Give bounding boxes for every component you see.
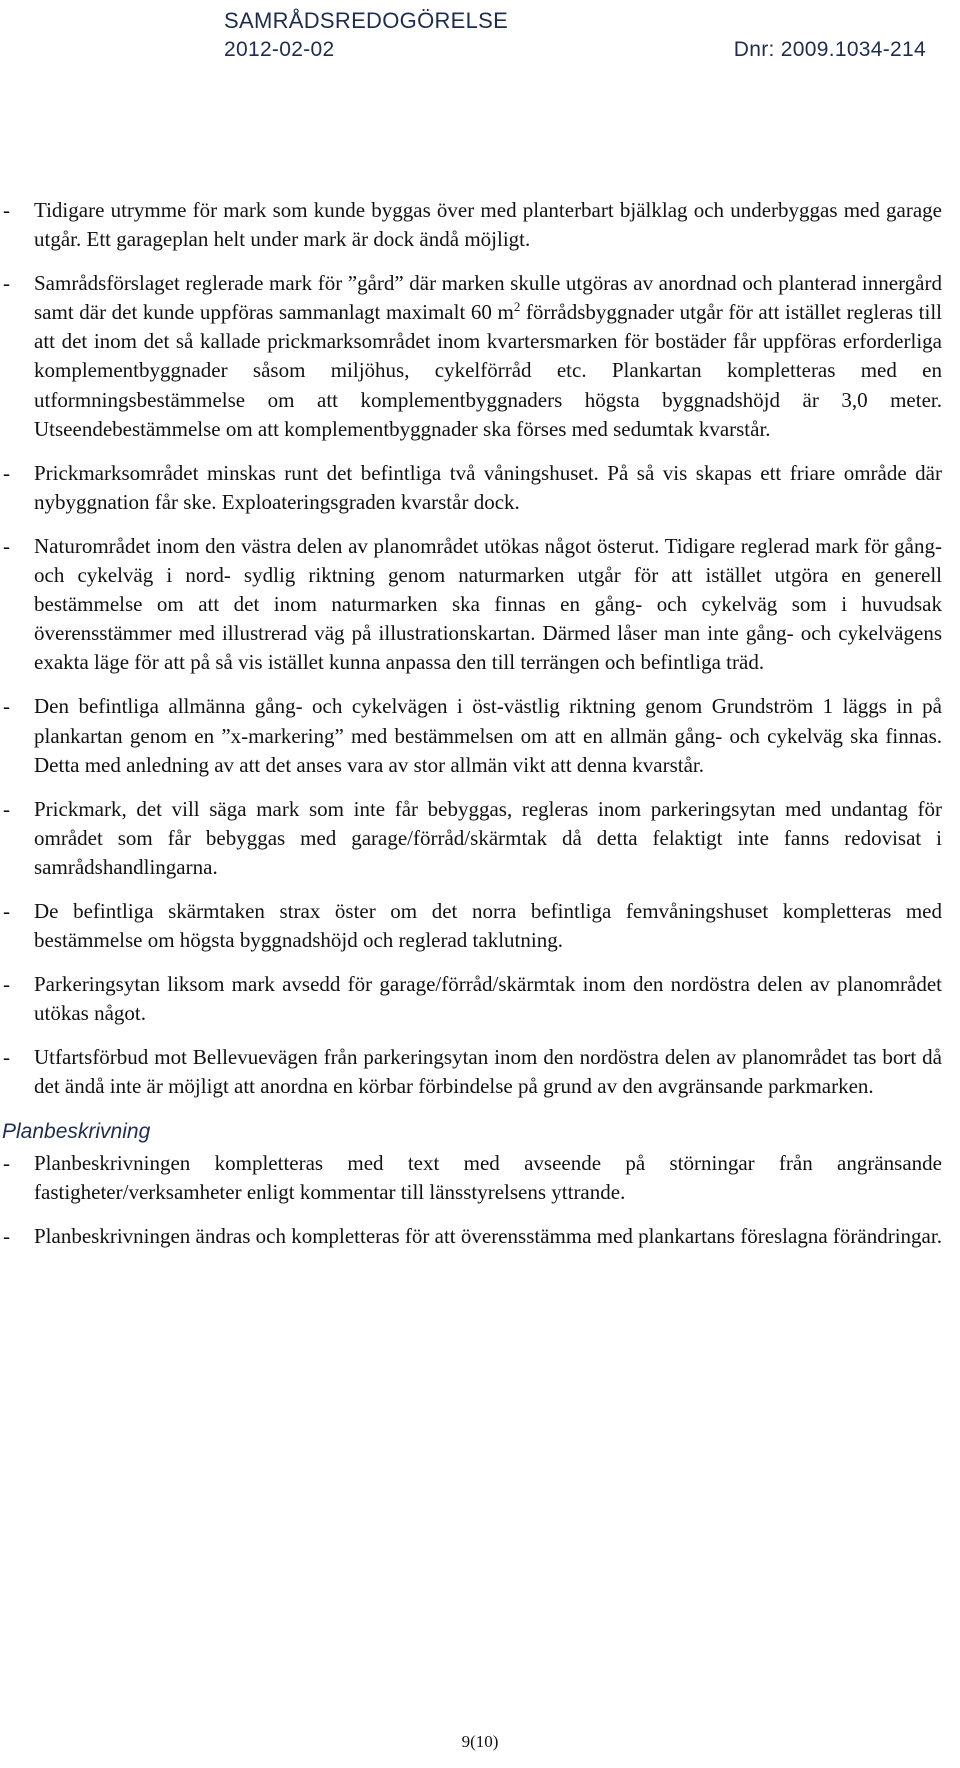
document-dnr: Dnr: 2009.1034-214	[733, 38, 926, 61]
list-item-text-part: förrådsbyggnader utgår för att istället regleras till att det inom det så kallade prickmarksområdet inom kvartersmarken för bostäder får uppföras erforderliga komplementbyggnader såsom miljöhus, cykelförråd etc. Plankartan kompletteras med en utformningsbestämmelse om att komplementbyggnaders högsta byggnadshöjd är 3,0 meter. Utseendebestämmelse om att komplementbyggnader ska förses med sedumtak kvarstår.	[34, 300, 942, 441]
list-item-text: Prickmark, det vill säga mark som inte får bebyggas, regleras inom parkeringsytan med undantag för området som får bebyggas med garage/förråd/skärmtak då detta felaktigt inte fanns redovisat i samrådshandlingarna.	[34, 796, 942, 879]
bullet-dash: -	[3, 796, 10, 821]
list-item	[0, 1149, 942, 1207]
list-item-text: Den befintliga allmänna gång- och cykelvägen i öst-västlig riktning genom Grundström 1 läggs in på plankartan genom en ”x-markering” med bestämmelsen om att en allmän gång- och cykelväg ska finnas. Detta med anledning av att det anses vara av stor allmän vikt att denna kvarstår.	[34, 694, 942, 777]
list-item-text: Planbeskrivningen ändras och kompletteras för att överensstämma med plankartans föreslagna förändringar.	[34, 1223, 942, 1248]
bullet-dash: -	[3, 198, 10, 222]
bullet-dash: -	[3, 1150, 10, 1175]
list-item	[0, 692, 942, 779]
list-item	[0, 269, 942, 444]
list-item-text: Tidigare utrymme för mark som kunde byggas över med planterbart bjälklag och underbyggas med garage utgår. Ett garageplan helt under mark är dock ändå möjligt.	[34, 198, 942, 252]
list-item	[0, 1043, 942, 1101]
list-item	[0, 795, 942, 882]
list-item-text	[34, 269, 942, 444]
list-item	[0, 196, 942, 254]
bullet-dash: -	[3, 460, 10, 485]
bullet-dash: -	[3, 533, 10, 558]
section-heading: Planbeskrivning	[2, 1119, 151, 1143]
list-item	[0, 897, 942, 955]
list-item-text: Planbeskrivningen kompletteras med text med avseende på störningar från angränsande fastigheter/verksamheter enligt kommentar till länsstyrelsens yttrande.	[34, 1150, 942, 1204]
document-title: SAMRÅDSREDOGÖRELSE	[224, 8, 509, 33]
list-item-text: Parkeringsytan liksom mark avsedd för garage/förråd/skärmtak inom den nordöstra delen av planområdet utökas något.	[34, 972, 942, 1026]
bullet-dash: -	[3, 1223, 10, 1248]
list-item	[0, 970, 942, 1028]
list-item	[0, 1222, 942, 1251]
list-item	[0, 532, 942, 677]
list-item-text: Utfartsförbud mot Bellevuevägen från parkeringsytan inom den nordöstra delen av planområdet tas bort då det ändå inte är möjligt att anordna en körbar förbindelse på grund av den avgränsande parkmarken.	[34, 1045, 942, 1099]
superscript: 2	[513, 299, 521, 315]
list-item-text: Naturområdet inom den västra delen av planområdet utökas något österut. Tidigare reglerad mark för gång- och cykelväg i nord- sydlig riktning genom naturmarken utgår för att istället utgöra en generell bestämmelse om att det inom naturmarken ska finnas en gång- och cykelväg som i huvudsak överensstämmer med illustrerad väg på illustrationskartan. Därmed låser man inte gång- och cykelvägens exakta läge för att på så vis istället kunna anpassa den till terrängen och befintliga träd.	[34, 533, 942, 675]
bullet-dash: -	[3, 271, 10, 296]
bullet-dash: -	[3, 898, 10, 923]
document-date: 2012-02-02	[224, 38, 335, 61]
document-body	[0, 196, 942, 1266]
bullet-dash: -	[3, 972, 10, 997]
list-item	[0, 459, 942, 517]
bullet-dash: -	[3, 694, 10, 719]
bullet-dash: -	[3, 1045, 10, 1070]
list-item-text: De befintliga skärmtaken strax öster om det norra befintliga femvåningshuset kompletteras med bestämmelse om högsta byggnadshöjd och reglerad taklutning.	[34, 898, 942, 953]
page-number: 9(10)	[461, 1732, 499, 1751]
list-item-text: Prickmarksområdet minskas runt det befintliga två våningshuset. På så vis skapas ett friare område där nybyggnation får ske. Exploateringsgraden kvarstår dock.	[34, 460, 942, 514]
list-item-text-part: Samrådsförslaget reglerade mark för ”gård” där marken skulle utgöras av anordnad och planterad innergård samt där det kunde uppföras sammanlagt maximalt 60 m	[34, 271, 942, 325]
